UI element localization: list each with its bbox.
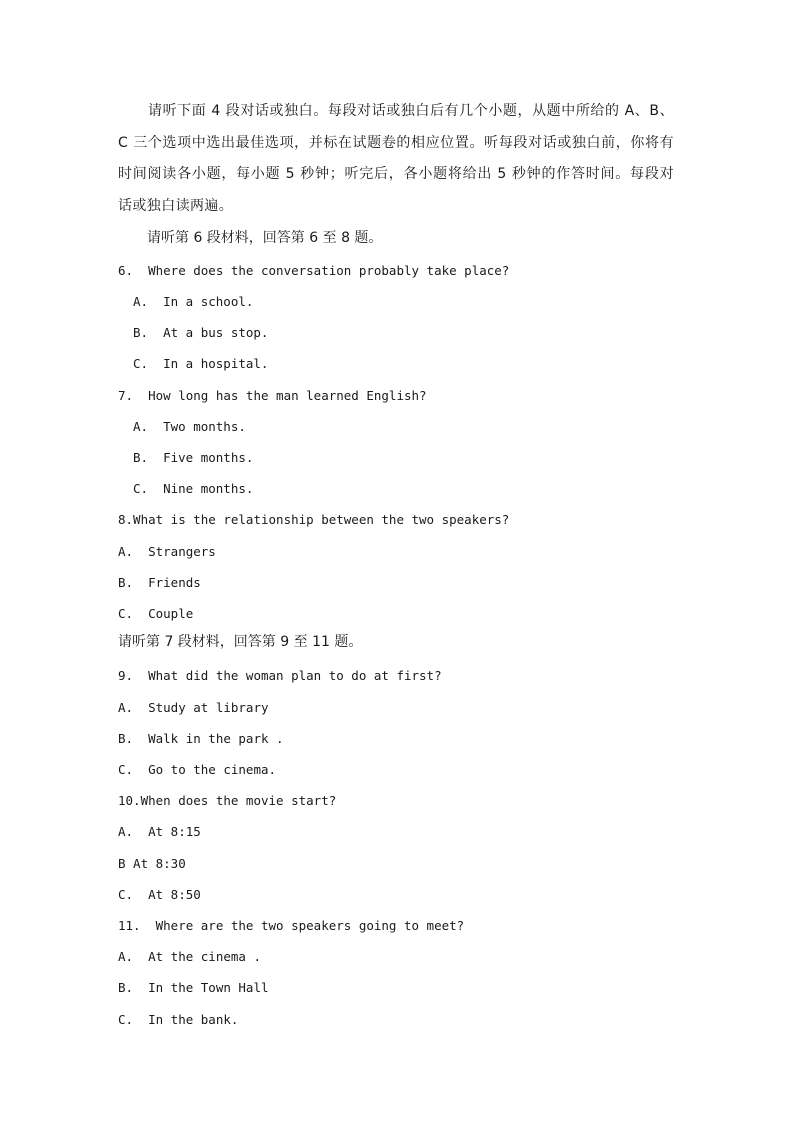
question-9-option-b: B. Walk in the park . [118, 731, 284, 746]
question-7-stem: 7. How long has the man learned English? [118, 388, 427, 403]
question-8-option-b: B. Friends [118, 575, 201, 590]
question-11-option-c: C. In the bank. [118, 1012, 239, 1027]
question-7-option-b: B. Five months. [133, 450, 254, 465]
question-9-option-c: C. Go to the cinema. [118, 762, 277, 777]
question-10-option-a: A. At 8:15 [118, 824, 201, 839]
question-11-option-b: B. In the Town Hall [118, 980, 269, 995]
question-10-option-b: B At 8:30 [118, 856, 186, 871]
question-8-stem: 8.What is the relationship between the two speakers? [118, 512, 510, 527]
question-6-option-a: A. In a school. [133, 294, 254, 309]
listening-directions: 请听下面 4 段对话或独白。每段对话或独白后有几个小题，从题中所给的 A、B、C 三个选项中选出最佳选项，并标在试题卷的相应位置。听每段对话或独白前，你将有时间阅读各小题，每小题 5 秒钟；听完后，各小题将给出 5 秒钟的作答时间。每段对话或独白读两遍。 [118, 103, 674, 214]
section-6-instruction: 请听第 6 段材料，回答第 6 至 8 题。 [147, 230, 383, 246]
question-7-option-a: A. Two months. [133, 419, 246, 434]
question-7-option-c: C. Nine months. [133, 481, 254, 496]
question-6-option-c: C. In a hospital. [133, 356, 269, 371]
section-7-instruction: 请听第 7 段材料，回答第 9 至 11 题。 [118, 634, 363, 650]
question-11-option-a: A. At the cinema . [118, 949, 261, 964]
question-6-option-b: B. At a bus stop. [133, 325, 269, 340]
question-11-stem: 11. Where are the two speakers going to meet? [118, 918, 465, 933]
question-9-option-a: A. Study at library [118, 700, 269, 715]
question-8-option-a: A. Strangers [118, 544, 216, 559]
question-10-stem: 10.When does the movie start? [118, 793, 337, 808]
question-6-stem: 6. Where does the conversation probably take place? [118, 263, 510, 278]
question-10-option-c: C. At 8:50 [118, 887, 201, 902]
question-8-option-c: C. Couple [118, 606, 194, 621]
question-9-stem: 9. What did the woman plan to do at first? [118, 668, 442, 683]
